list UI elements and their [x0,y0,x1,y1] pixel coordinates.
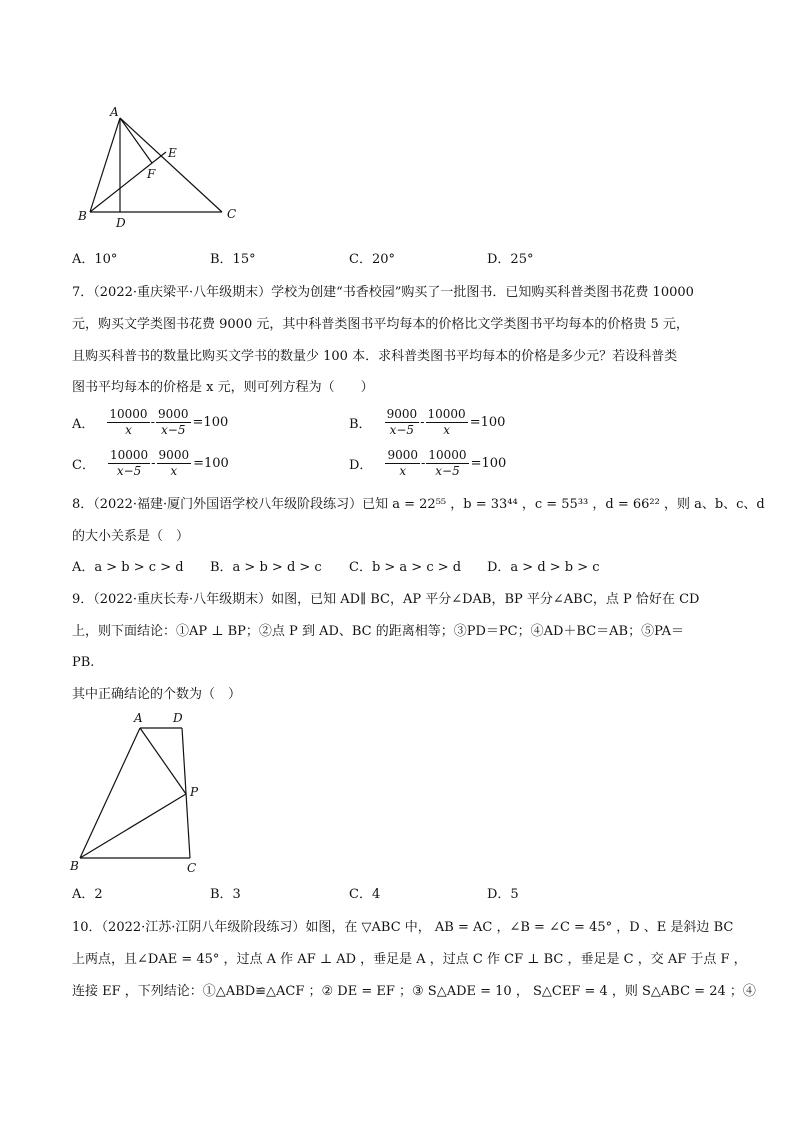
fig2-label-p: P [190,785,199,799]
fig1-label-c: C [227,207,237,221]
q7-option-a: A． $\frac{10000}{x}$ - $\frac{9000}{x-5}$ =100 [72,407,229,437]
fig2-label-b: B [70,859,79,873]
fig1-label-b: B [78,209,87,223]
q7-option-c: C． $\frac{10000}{x-5}$ - $\frac{9000}{x}$ =100 [72,448,229,478]
fig1-label-e: E [168,146,177,160]
fig1-label-d: D [116,216,126,230]
q7-option-d: D． $\frac{9000}{x}$ - $\frac{10000}{x-5}$ =100 [349,448,507,478]
q9-line-3: PB. [72,655,95,670]
q9-line-4: 其中正确结论的个数为（ ） [72,687,242,702]
q8-line-1: 8．（2022·福建·厦门外国语学校八年级阶段练习）已知 a = 22⁵⁵ ，b = 33⁴⁴ ，c = 55³³ ，d = 66²² ，则 a、b、c、d [72,497,765,512]
fig1-label-a: A [110,105,119,119]
q10-line-2: 上两点，且∠DAE = 45° ，过点 A 作 AF ⊥ AD ，垂足是 A ，过点 C 作 CF ⊥ BC ，垂足是 C ，交 AF 于点 F ， [72,952,747,967]
q8-option-d: D．a > d > b > c [487,560,600,575]
q8-option-b: B．a > b > d > c [210,560,322,575]
q10-line-3: 连接 EF ，下列结论：①△ABD≌△ACF ；② DE = EF ；③ S△ADE = 10 ， S△CEF = 4 ，则 S△ABC = 24 ；④ [72,984,756,999]
trapezoid-figure-q9 [68,708,218,878]
fig2-label-a: A [134,711,143,725]
q10-line-1: 10．（2022·江苏·江阴八年级阶段练习）如图，在 ▽ABC 中， AB = AC ，∠B = ∠C = 45° ，D 、E 是斜边 BC [72,920,734,935]
q8-option-a: A．a > b > c > d [72,560,184,575]
q6-option-a: A．10° [72,252,118,267]
q9-option-c: C．4 [349,887,381,902]
q7-line-4: 图书平均每本的价格是 x 元，则可列方程为（ ） [72,380,374,395]
q8-line-2: 的大小关系是（ ） [72,529,190,544]
q7-line-3: 且购买科普书的数量比购买文学书的数量少 100 本．求科普类图书平均每本的价格是多少元？若设科普类 [72,349,678,364]
q7-line-1: 7．（2022·重庆梁平·八年级期末）学校为创建“书香校园”购买了一批图书．已知购买科普类图书花费 10000 [72,285,694,300]
q6-option-d: D．25° [487,252,534,267]
q6-option-c: C．20° [349,252,395,267]
q8-option-c: C．b > a > c > d [349,560,462,575]
q9-line-2: 上，则下面结论：①AP ⊥ BP；②点 P 到 AD、BC 的距离相等；③PD＝PC；④AD＋BC＝AB；⑤PA＝ [72,624,685,639]
q9-option-d: D．5 [487,887,519,902]
triangle-figure-1 [70,100,250,230]
q6-option-b: B．15° [210,252,256,267]
q9-option-b: B．3 [210,887,241,902]
q7-line-2: 元，购买文学类图书花费 9000 元，其中科普类图书平均每本的价格比文学类图书平均每本的价格贵 5 元， [72,317,689,332]
q9-option-a: A．2 [72,887,103,902]
fig2-label-d: D [173,711,183,725]
fig1-label-f: F [147,167,156,181]
q7-option-b: B． $\frac{9000}{x-5}$ - $\frac{10000}{x}$ =100 [349,407,506,437]
q9-line-1: 9．（2022·重庆长寿·八年级期末）如图，已知 AD∥ BC，AP 平分∠DAB，BP 平分∠ABC，点 P 恰好在 CD [72,592,700,607]
fig2-label-c: C [187,861,197,875]
